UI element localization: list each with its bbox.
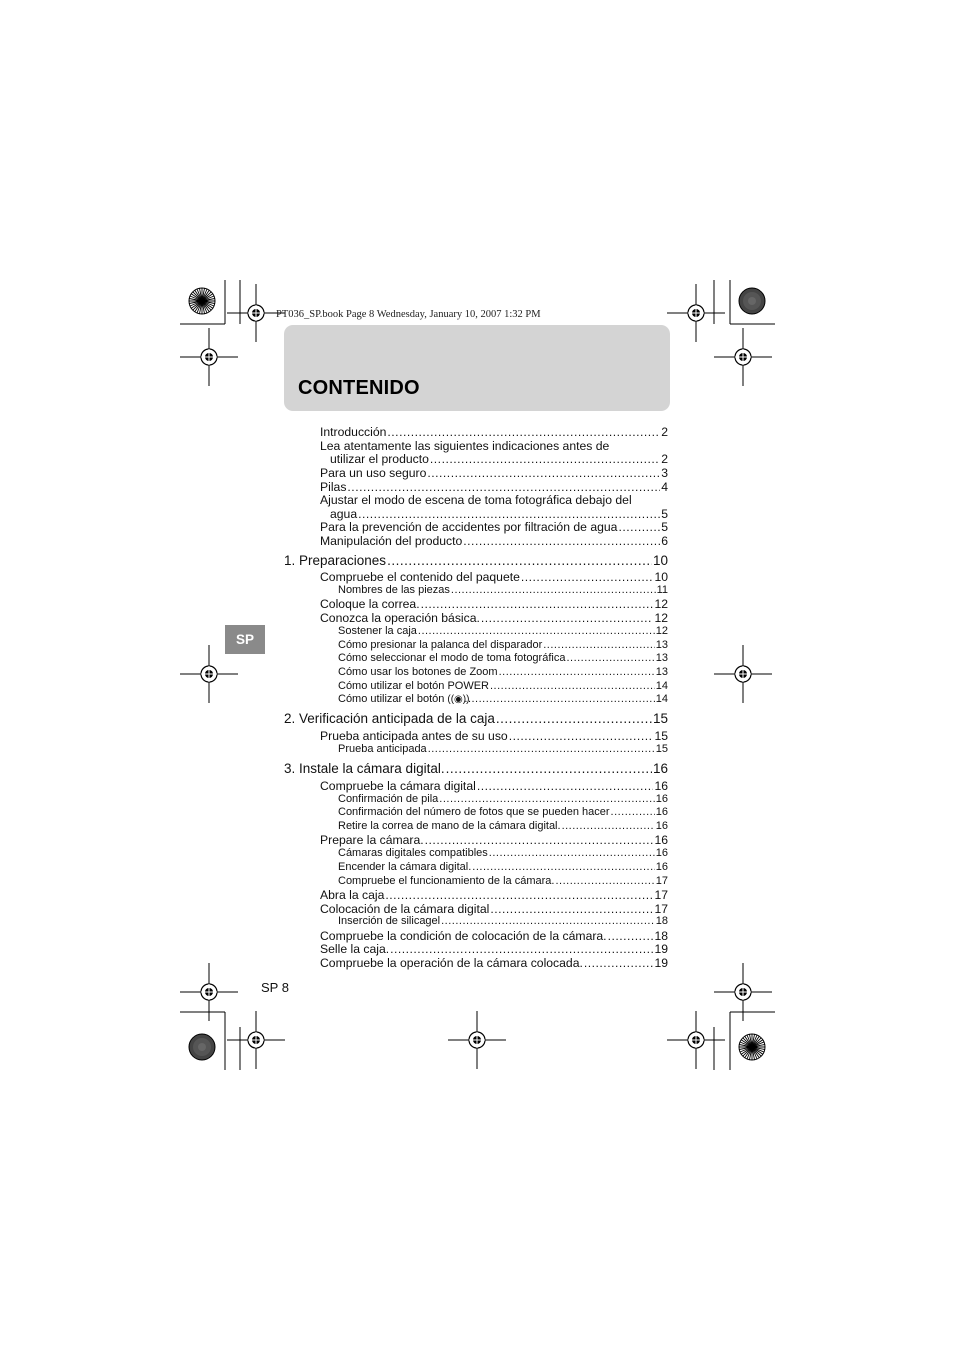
toc-subentry[interactable]: Compruebe el funcionamiento de la cámara. ..... 17 — [338, 875, 668, 887]
toc-entry-line[interactable]: Ajustar el modo de escena de toma fotográfica debajo del — [320, 493, 632, 507]
page-title: CONTENIDO — [298, 377, 420, 399]
toc-entry-line[interactable]: Lea atentamente las siguientes indicaciones antes de — [320, 439, 610, 453]
toc-entry[interactable]: Prepare la cámara. ..... 16 — [320, 833, 668, 847]
page-number: SP 8 — [261, 980, 289, 995]
toc-entry[interactable]: Para la prevención de accidentes por filtración de agua ..... 5 — [320, 520, 668, 534]
toc-subentry[interactable]: Cómo utilizar el botón POWER ..... 14 — [338, 680, 668, 692]
toc-subentry[interactable]: Inserción de silicagel ..... 18 — [338, 915, 668, 927]
toc-subentry[interactable]: Cómo utilizar el botón ((◉)) ..... 14 — [338, 693, 668, 705]
toc-entry[interactable]: Pilas ..... 4 — [320, 480, 668, 494]
image-stabilizer-icon: ((◉)) — [447, 694, 470, 705]
toc-entry[interactable]: Colocación de la cámara digital ..... 17 — [320, 902, 668, 916]
toc-subentry[interactable]: Cómo usar los botones de Zoom ..... 13 — [338, 666, 668, 678]
language-tab: SP — [225, 625, 265, 654]
toc-entry[interactable]: Abra la caja ..... 17 — [320, 888, 668, 902]
toc-entry[interactable]: Compruebe la operación de la cámara colocada. ..... 19 — [320, 956, 668, 970]
toc-section[interactable]: 1. Preparaciones ..... 10 — [284, 553, 668, 568]
toc-entry[interactable]: Para un uso seguro ..... 3 — [320, 466, 668, 480]
toc-subentry[interactable]: Cámaras digitales compatibles ..... 16 — [338, 847, 668, 859]
toc-entry[interactable]: Prueba anticipada antes de su uso ..... 15 — [320, 729, 668, 743]
toc-subentry[interactable]: Retire la correa de mano de la cámara digital. ..... 16 — [338, 820, 668, 832]
toc-entry[interactable]: Compruebe la cámara digital ..... 16 — [320, 779, 668, 793]
toc-entry[interactable]: Conozca la operación básica. ..... 12 — [320, 611, 668, 625]
toc-subentry[interactable]: Confirmación de pila ..... 16 — [338, 793, 668, 805]
toc-subentry[interactable]: Encender la cámara digital. ..... 16 — [338, 861, 668, 873]
toc-entry[interactable]: Compruebe la condición de colocación de la cámara. ..... 18 — [320, 929, 668, 943]
toc-subentry[interactable]: Cómo presionar la palanca del disparador ..... 13 — [338, 639, 668, 651]
toc-subentry[interactable]: Cómo seleccionar el modo de toma fotográfica ..... 13 — [338, 652, 668, 664]
toc-subentry[interactable]: Sostener la caja ..... 12 — [338, 625, 668, 637]
toc-subentry[interactable]: Nombres de las piezas ..... 11 — [338, 584, 668, 596]
toc-subentry[interactable]: Confirmación del número de fotos que se pueden hacer ..... 16 — [338, 806, 668, 818]
toc-section[interactable]: 3. Instale la cámara digital. ..... 16 — [284, 761, 668, 776]
toc-entry[interactable]: agua ..... 5 — [330, 507, 668, 521]
toc-entry[interactable]: Introducción ..... 2 — [320, 425, 668, 439]
toc-entry[interactable]: Selle la caja. ..... 19 — [320, 942, 668, 956]
print-info-line: PT036_SP.book Page 8 Wednesday, January 10, 2007 1:32 PM — [276, 309, 541, 320]
toc-section[interactable]: 2. Verificación anticipada de la caja ..... 15 — [284, 711, 668, 726]
toc-entry[interactable]: Coloque la correa. ..... 12 — [320, 597, 668, 611]
toc-entry[interactable]: Manipulación del producto ..... 6 — [320, 534, 668, 548]
toc-entry[interactable]: Compruebe el contenido del paquete ..... 10 — [320, 570, 668, 584]
toc-subentry[interactable]: Prueba anticipada ..... 15 — [338, 743, 668, 755]
toc-entry[interactable]: utilizar el producto ..... 2 — [330, 452, 668, 466]
